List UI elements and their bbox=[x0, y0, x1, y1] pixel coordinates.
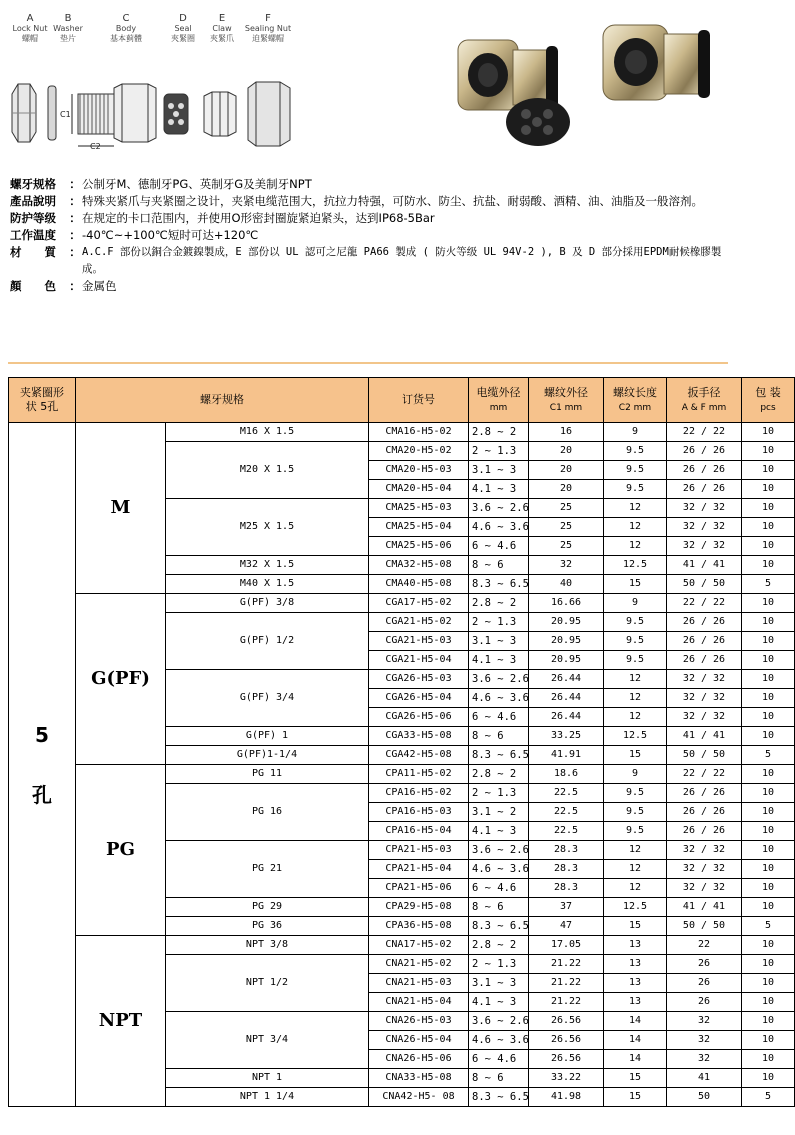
thread-od-cell: 41.91 bbox=[529, 746, 604, 765]
thread-size-cell: PG 36 bbox=[166, 917, 369, 936]
pack-qty-cell: 5 bbox=[742, 575, 795, 594]
cable-range-cell: 3.1 ~ 3 bbox=[469, 974, 529, 993]
thread-od-cell: 37 bbox=[529, 898, 604, 917]
thread-type-cell: PG bbox=[76, 765, 166, 936]
thread-od-cell: 16.66 bbox=[529, 594, 604, 613]
wrench-size-cell: 32 / 32 bbox=[667, 670, 742, 689]
wrench-size-cell: 41 / 41 bbox=[667, 727, 742, 746]
wrench-size-cell: 26 / 26 bbox=[667, 613, 742, 632]
order-no-cell: CPA29-H5-08 bbox=[369, 898, 469, 917]
order-no-cell: CGA26-H5-03 bbox=[369, 670, 469, 689]
thread-length-cell: 9.5 bbox=[604, 803, 667, 822]
wrench-size-cell: 22 bbox=[667, 936, 742, 955]
thread-length-cell: 15 bbox=[604, 746, 667, 765]
part-label-sealing-nut: F Sealing Nut 迫緊螺帽 bbox=[244, 13, 292, 43]
thread-od-cell: 26.44 bbox=[529, 689, 604, 708]
product-photo bbox=[428, 10, 728, 160]
order-no-cell: CMA25-H5-03 bbox=[369, 499, 469, 518]
cable-range-cell: 4.6 ~ 3.6 bbox=[469, 518, 529, 537]
thread-length-cell: 12 bbox=[604, 879, 667, 898]
wrench-size-cell: 41 / 41 bbox=[667, 898, 742, 917]
order-no-cell: CMA20-H5-03 bbox=[369, 461, 469, 480]
wrench-size-cell: 32 bbox=[667, 1050, 742, 1069]
part-label-washer: B Washer 垫片 bbox=[53, 13, 83, 43]
thread-od-cell: 26.56 bbox=[529, 1012, 604, 1031]
thread-od-cell: 22.5 bbox=[529, 803, 604, 822]
holes-unit: 孔 bbox=[32, 782, 52, 807]
wrench-size-cell: 26 bbox=[667, 955, 742, 974]
thread-od-cell: 20 bbox=[529, 442, 604, 461]
order-no-cell: CNA21-H5-02 bbox=[369, 955, 469, 974]
wrench-size-cell: 32 bbox=[667, 1012, 742, 1031]
spec-key: 工作温度 bbox=[10, 228, 56, 242]
thread-od-cell: 26.44 bbox=[529, 670, 604, 689]
cable-range-cell: 4.6 ~ 3.6 bbox=[469, 689, 529, 708]
pack-qty-cell: 10 bbox=[742, 860, 795, 879]
thread-size-cell: NPT 1 bbox=[166, 1069, 369, 1088]
thread-od-cell: 17.05 bbox=[529, 936, 604, 955]
pack-qty-cell: 10 bbox=[742, 803, 795, 822]
thread-od-cell: 47 bbox=[529, 917, 604, 936]
order-no-cell: CMA32-H5-08 bbox=[369, 556, 469, 575]
order-no-cell: CNA21-H5-03 bbox=[369, 974, 469, 993]
cable-range-cell: 4.1 ~ 3 bbox=[469, 651, 529, 670]
wrench-size-cell: 32 / 32 bbox=[667, 499, 742, 518]
wrench-size-cell: 26 / 26 bbox=[667, 442, 742, 461]
spec-description: 產品說明 ： 特殊夹紧爪与夹紧圈之设计，夹紧电缆范围大，抗拉力特强，可防水、防尘、抗盐、耐弱酸、酒精、油、油脂及一般溶剂。 bbox=[10, 193, 730, 210]
order-no-cell: CGA26-H5-06 bbox=[369, 708, 469, 727]
order-no-cell: CGA17-H5-02 bbox=[369, 594, 469, 613]
thread-od-cell: 20.95 bbox=[529, 632, 604, 651]
table-body bbox=[9, 423, 795, 1107]
thread-length-cell: 13 bbox=[604, 936, 667, 955]
spec-value: 特殊夹紧爪与夹紧圈之设计，夹紧电缆范围大，抗拉力特强，可防水、防尘、抗盐、耐弱酸、酒精、油、油脂及一般溶剂。 bbox=[82, 194, 703, 208]
pack-qty-cell: 5 bbox=[742, 917, 795, 936]
pack-qty-cell: 10 bbox=[742, 1069, 795, 1088]
cable-range-cell: 3.6 ~ 2.6 bbox=[469, 499, 529, 518]
header-thread-od: 螺纹外径 C1 mm bbox=[529, 378, 604, 423]
thread-size-cell: PG 16 bbox=[166, 784, 369, 841]
order-no-cell: CPA11-H5-02 bbox=[369, 765, 469, 784]
pack-qty-cell: 10 bbox=[742, 461, 795, 480]
cable-range-cell: 6 ~ 4.6 bbox=[469, 708, 529, 727]
wrench-size-cell: 26 bbox=[667, 993, 742, 1012]
thread-size-cell: G(PF) 3/8 bbox=[166, 594, 369, 613]
pack-qty-cell: 10 bbox=[742, 632, 795, 651]
thread-size-cell: G(PF) 1/2 bbox=[166, 613, 369, 670]
cable-range-cell: 2 ~ 1.3 bbox=[469, 613, 529, 632]
thread-od-cell: 26.44 bbox=[529, 708, 604, 727]
thread-size-cell: G(PF) 3/4 bbox=[166, 670, 369, 727]
thread-od-cell: 21.22 bbox=[529, 993, 604, 1012]
thread-od-cell: 26.56 bbox=[529, 1031, 604, 1050]
pack-qty-cell: 10 bbox=[742, 442, 795, 461]
thread-length-cell: 9 bbox=[604, 765, 667, 784]
pack-qty-cell: 10 bbox=[742, 613, 795, 632]
wrench-size-cell: 22 / 22 bbox=[667, 765, 742, 784]
section-divider bbox=[8, 362, 728, 364]
cable-range-cell: 3.6 ~ 2.6 bbox=[469, 841, 529, 860]
thread-od-cell: 22.5 bbox=[529, 784, 604, 803]
thread-length-cell: 9.5 bbox=[604, 651, 667, 670]
wrench-size-cell: 32 / 32 bbox=[667, 841, 742, 860]
wrench-size-cell: 26 bbox=[667, 974, 742, 993]
wrench-size-cell: 32 / 32 bbox=[667, 537, 742, 556]
cable-range-cell: 2.8 ~ 2 bbox=[469, 594, 529, 613]
thread-od-cell: 25 bbox=[529, 499, 604, 518]
header-pack: 包 装 pcs bbox=[742, 378, 795, 423]
order-no-cell: CGA42-H5-08 bbox=[369, 746, 469, 765]
thread-length-cell: 9.5 bbox=[604, 480, 667, 499]
cable-range-cell: 2 ~ 1.3 bbox=[469, 955, 529, 974]
pack-qty-cell: 10 bbox=[742, 898, 795, 917]
thread-od-cell: 21.22 bbox=[529, 955, 604, 974]
thread-od-cell: 33.22 bbox=[529, 1069, 604, 1088]
thread-size-cell: G(PF)1-1/4 bbox=[166, 746, 369, 765]
order-no-cell: CMA25-H5-04 bbox=[369, 518, 469, 537]
wrench-size-cell: 32 bbox=[667, 1031, 742, 1050]
order-no-cell: CNA26-H5-04 bbox=[369, 1031, 469, 1050]
thread-od-cell: 20 bbox=[529, 461, 604, 480]
cable-range-cell: 2 ~ 1.3 bbox=[469, 442, 529, 461]
header-thread: 螺牙规格 bbox=[76, 378, 369, 423]
cable-range-cell: 8 ~ 6 bbox=[469, 556, 529, 575]
thread-length-cell: 9.5 bbox=[604, 822, 667, 841]
order-no-cell: CGA33-H5-08 bbox=[369, 727, 469, 746]
spec-key: 螺牙规格 bbox=[10, 177, 56, 191]
cable-range-cell: 8.3 ~ 6.5 bbox=[469, 575, 529, 594]
pack-qty-cell: 10 bbox=[742, 955, 795, 974]
pack-qty-cell: 10 bbox=[742, 784, 795, 803]
thread-od-cell: 20 bbox=[529, 480, 604, 499]
thread-length-cell: 12.5 bbox=[604, 556, 667, 575]
order-no-cell: CGA26-H5-04 bbox=[369, 689, 469, 708]
thread-type-cell: NPT bbox=[76, 936, 166, 1107]
thread-length-cell: 14 bbox=[604, 1050, 667, 1069]
header-order-no: 订货号 bbox=[369, 378, 469, 423]
wrench-size-cell: 26 / 26 bbox=[667, 651, 742, 670]
thread-od-cell: 25 bbox=[529, 518, 604, 537]
pack-qty-cell: 10 bbox=[742, 1050, 795, 1069]
pack-qty-cell: 10 bbox=[742, 594, 795, 613]
thread-length-cell: 12.5 bbox=[604, 727, 667, 746]
spec-value: A.C.F 部份以銅合金鍍鎳製成，E 部份以 UL 認可之尼龍 PA66 製成 ( 防火等级 UL 94V-2 ), B 及 D 部分採用EPDM耐候橡膠製成。 bbox=[82, 246, 722, 275]
pack-qty-cell: 10 bbox=[742, 765, 795, 784]
cable-range-cell: 4.1 ~ 3 bbox=[469, 993, 529, 1012]
wrench-size-cell: 50 bbox=[667, 1088, 742, 1107]
order-no-cell: CGA21-H5-03 bbox=[369, 632, 469, 651]
thread-length-cell: 15 bbox=[604, 575, 667, 594]
thread-od-cell: 21.22 bbox=[529, 974, 604, 993]
order-no-cell: CPA16-H5-03 bbox=[369, 803, 469, 822]
thread-size-cell: M25 X 1.5 bbox=[166, 499, 369, 556]
spec-value: 金属色 bbox=[82, 279, 117, 293]
spec-value: 在规定的卡口范围内，并使用O形密封圈旋紧迫紧头，达到IP68-5Bar bbox=[82, 211, 435, 225]
wrench-size-cell: 50 / 50 bbox=[667, 917, 742, 936]
pack-qty-cell: 10 bbox=[742, 841, 795, 860]
wrench-size-cell: 26 / 26 bbox=[667, 803, 742, 822]
dim-c1-label: C1 bbox=[60, 110, 71, 119]
wrench-size-cell: 50 / 50 bbox=[667, 575, 742, 594]
cable-range-cell: 8.3 ~ 6.5 bbox=[469, 1088, 529, 1107]
thread-length-cell: 13 bbox=[604, 955, 667, 974]
thread-size-cell: PG 29 bbox=[166, 898, 369, 917]
wrench-size-cell: 26 / 26 bbox=[667, 632, 742, 651]
spec-table-wrapper bbox=[8, 377, 781, 1107]
table-row bbox=[9, 936, 795, 955]
spec-key: 材 質 bbox=[10, 245, 56, 259]
order-no-cell: CPA21-H5-03 bbox=[369, 841, 469, 860]
thread-size-cell: M20 X 1.5 bbox=[166, 442, 369, 499]
order-no-cell: CPA16-H5-02 bbox=[369, 784, 469, 803]
cable-range-cell: 3.1 ~ 3 bbox=[469, 632, 529, 651]
thread-size-cell: M32 X 1.5 bbox=[166, 556, 369, 575]
cable-range-cell: 6 ~ 4.6 bbox=[469, 879, 529, 898]
cable-range-cell: 8.3 ~ 6.5 bbox=[469, 746, 529, 765]
cable-range-cell: 8 ~ 6 bbox=[469, 727, 529, 746]
header-wrench: 扳手径 A & F mm bbox=[667, 378, 742, 423]
thread-length-cell: 9.5 bbox=[604, 613, 667, 632]
part-label-seal: D Seal 夾緊圈 bbox=[171, 13, 195, 43]
cable-range-cell: 3.6 ~ 2.6 bbox=[469, 670, 529, 689]
part-label-claw: E Claw 夾緊爪 bbox=[210, 13, 234, 43]
thread-length-cell: 15 bbox=[604, 1069, 667, 1088]
pack-qty-cell: 10 bbox=[742, 651, 795, 670]
thread-length-cell: 9 bbox=[604, 423, 667, 442]
dim-c2-label: C2 bbox=[90, 142, 101, 151]
spec-thread: 螺牙规格 ： 公制牙M、德制牙PG、英制牙G及美制牙NPT bbox=[10, 176, 730, 193]
thread-od-cell: 28.3 bbox=[529, 860, 604, 879]
thread-length-cell: 12 bbox=[604, 708, 667, 727]
pack-qty-cell: 10 bbox=[742, 423, 795, 442]
thread-length-cell: 9.5 bbox=[604, 461, 667, 480]
wrench-size-cell: 32 / 32 bbox=[667, 518, 742, 537]
spec-value: 公制牙M、德制牙PG、英制牙G及美制牙NPT bbox=[82, 177, 312, 191]
thread-length-cell: 12 bbox=[604, 537, 667, 556]
wrench-size-cell: 50 / 50 bbox=[667, 746, 742, 765]
order-no-cell: CGA21-H5-04 bbox=[369, 651, 469, 670]
order-no-cell: CMA40-H5-08 bbox=[369, 575, 469, 594]
holes-cell bbox=[9, 423, 76, 1107]
thread-length-cell: 15 bbox=[604, 1088, 667, 1107]
cable-range-cell: 4.1 ~ 3 bbox=[469, 822, 529, 841]
spec-table bbox=[8, 377, 795, 1107]
header-cable-range: 电缆外径 mm bbox=[469, 378, 529, 423]
part-label-lock-nut: A Lock Nut 螺帽 bbox=[12, 13, 48, 43]
parts-diagram bbox=[8, 14, 303, 154]
pack-qty-cell: 10 bbox=[742, 708, 795, 727]
table-row bbox=[9, 423, 795, 442]
wrench-size-cell: 32 / 32 bbox=[667, 689, 742, 708]
pack-qty-cell: 10 bbox=[742, 499, 795, 518]
thread-length-cell: 12.5 bbox=[604, 898, 667, 917]
wrench-size-cell: 22 / 22 bbox=[667, 423, 742, 442]
spec-value: -40℃~+100℃短时可达+120℃ bbox=[82, 228, 259, 242]
thread-length-cell: 12 bbox=[604, 499, 667, 518]
spec-key: 產品說明 bbox=[10, 194, 56, 208]
thread-length-cell: 14 bbox=[604, 1031, 667, 1050]
thread-length-cell: 13 bbox=[604, 974, 667, 993]
thread-length-cell: 12 bbox=[604, 841, 667, 860]
cable-range-cell: 8 ~ 6 bbox=[469, 898, 529, 917]
cable-range-cell: 3.1 ~ 3 bbox=[469, 461, 529, 480]
pack-qty-cell: 10 bbox=[742, 993, 795, 1012]
thread-length-cell: 9.5 bbox=[604, 632, 667, 651]
pack-qty-cell: 10 bbox=[742, 670, 795, 689]
wrench-size-cell: 32 / 32 bbox=[667, 879, 742, 898]
thread-length-cell: 9 bbox=[604, 594, 667, 613]
cable-range-cell: 6 ~ 4.6 bbox=[469, 1050, 529, 1069]
thread-od-cell: 25 bbox=[529, 537, 604, 556]
wrench-size-cell: 32 / 32 bbox=[667, 860, 742, 879]
thread-size-cell: M40 X 1.5 bbox=[166, 575, 369, 594]
cable-range-cell: 8.3 ~ 6.5 bbox=[469, 917, 529, 936]
order-no-cell: CMA20-H5-02 bbox=[369, 442, 469, 461]
order-no-cell: CNA42-H5- 08 bbox=[369, 1088, 469, 1107]
thread-size-cell: M16 X 1.5 bbox=[166, 423, 369, 442]
pack-qty-cell: 10 bbox=[742, 822, 795, 841]
thread-size-cell: NPT 3/4 bbox=[166, 1012, 369, 1069]
cable-range-cell: 4.6 ~ 3.6 bbox=[469, 860, 529, 879]
thread-od-cell: 26.56 bbox=[529, 1050, 604, 1069]
wrench-size-cell: 26 / 26 bbox=[667, 822, 742, 841]
pack-qty-cell: 10 bbox=[742, 727, 795, 746]
thread-od-cell: 32 bbox=[529, 556, 604, 575]
spec-material: 材 質 ： A.C.F 部份以銅合金鍍鎳製成，E 部份以 UL 認可之尼龍 PA66 製成 ( 防火等级 UL 94V-2 ), B 及 D 部分採用EPDM耐候橡膠製成。 bbox=[10, 244, 730, 278]
thread-length-cell: 9.5 bbox=[604, 784, 667, 803]
spec-key: 顏 色 bbox=[10, 279, 56, 293]
thread-length-cell: 12 bbox=[604, 670, 667, 689]
cable-range-cell: 6 ~ 4.6 bbox=[469, 537, 529, 556]
pack-qty-cell: 10 bbox=[742, 1031, 795, 1050]
cable-range-cell: 4.1 ~ 3 bbox=[469, 480, 529, 499]
pack-qty-cell: 5 bbox=[742, 746, 795, 765]
thread-type-cell: M bbox=[76, 423, 166, 594]
order-no-cell: CPA21-H5-04 bbox=[369, 860, 469, 879]
thread-od-cell: 41.98 bbox=[529, 1088, 604, 1107]
thread-od-cell: 18.6 bbox=[529, 765, 604, 784]
cable-range-cell: 3.6 ~ 2.6 bbox=[469, 1012, 529, 1031]
thread-size-cell: G(PF) 1 bbox=[166, 727, 369, 746]
thread-size-cell: NPT 3/8 bbox=[166, 936, 369, 955]
wrench-size-cell: 32 / 32 bbox=[667, 708, 742, 727]
thread-od-cell: 20.95 bbox=[529, 613, 604, 632]
thread-od-cell: 28.3 bbox=[529, 841, 604, 860]
thread-od-cell: 16 bbox=[529, 423, 604, 442]
thread-od-cell: 20.95 bbox=[529, 651, 604, 670]
wrench-size-cell: 26 / 26 bbox=[667, 480, 742, 499]
order-no-cell: CNA21-H5-04 bbox=[369, 993, 469, 1012]
cable-range-cell: 4.6 ~ 3.6 bbox=[469, 1031, 529, 1050]
pack-qty-cell: 10 bbox=[742, 537, 795, 556]
pack-qty-cell: 10 bbox=[742, 556, 795, 575]
thread-od-cell: 40 bbox=[529, 575, 604, 594]
thread-size-cell: NPT 1 1/4 bbox=[166, 1088, 369, 1107]
header-holes: 夹紧圈形 状 5孔 bbox=[9, 378, 76, 423]
thread-od-cell: 33.25 bbox=[529, 727, 604, 746]
wrench-size-cell: 26 / 26 bbox=[667, 784, 742, 803]
thread-size-cell: NPT 1/2 bbox=[166, 955, 369, 1012]
order-no-cell: CPA36-H5-08 bbox=[369, 917, 469, 936]
table-row bbox=[9, 765, 795, 784]
exploded-view-drawing bbox=[8, 14, 303, 154]
order-no-cell: CNA26-H5-06 bbox=[369, 1050, 469, 1069]
spec-list bbox=[10, 176, 730, 295]
pack-qty-cell: 10 bbox=[742, 518, 795, 537]
thread-length-cell: 13 bbox=[604, 993, 667, 1012]
table-header-row bbox=[9, 378, 795, 423]
wrench-size-cell: 26 / 26 bbox=[667, 461, 742, 480]
thread-length-cell: 14 bbox=[604, 1012, 667, 1031]
order-no-cell: CPA16-H5-04 bbox=[369, 822, 469, 841]
thread-od-cell: 28.3 bbox=[529, 879, 604, 898]
spec-color: 顏 色 ： 金属色 bbox=[10, 278, 730, 295]
pack-qty-cell: 10 bbox=[742, 480, 795, 499]
cable-range-cell: 2.8 ~ 2 bbox=[469, 936, 529, 955]
spec-temperature: 工作温度 ： -40℃~+100℃短时可达+120℃ bbox=[10, 227, 730, 244]
pack-qty-cell: 10 bbox=[742, 974, 795, 993]
thread-type-cell: G(PF) bbox=[76, 594, 166, 765]
wrench-size-cell: 41 bbox=[667, 1069, 742, 1088]
table-row bbox=[9, 594, 795, 613]
thread-length-cell: 12 bbox=[604, 689, 667, 708]
spec-protection: 防护等级 ： 在规定的卡口范围内，并使用O形密封圈旋紧迫紧头，达到IP68-5Bar bbox=[10, 210, 730, 227]
thread-od-cell: 22.5 bbox=[529, 822, 604, 841]
pack-qty-cell: 10 bbox=[742, 1012, 795, 1031]
pack-qty-cell: 10 bbox=[742, 689, 795, 708]
thread-length-cell: 12 bbox=[604, 518, 667, 537]
order-no-cell: CGA21-H5-02 bbox=[369, 613, 469, 632]
wrench-size-cell: 41 / 41 bbox=[667, 556, 742, 575]
order-no-cell: CNA33-H5-08 bbox=[369, 1069, 469, 1088]
order-no-cell: CPA21-H5-06 bbox=[369, 879, 469, 898]
cable-range-cell: 2 ~ 1.3 bbox=[469, 784, 529, 803]
spec-key: 防护等级 bbox=[10, 211, 56, 225]
order-no-cell: CMA20-H5-04 bbox=[369, 480, 469, 499]
order-no-cell: CMA16-H5-02 bbox=[369, 423, 469, 442]
thread-size-cell: PG 11 bbox=[166, 765, 369, 784]
thread-length-cell: 15 bbox=[604, 917, 667, 936]
thread-length-cell: 9.5 bbox=[604, 442, 667, 461]
pack-qty-cell: 5 bbox=[742, 1088, 795, 1107]
order-no-cell: CNA17-H5-02 bbox=[369, 936, 469, 955]
order-no-cell: CNA26-H5-03 bbox=[369, 1012, 469, 1031]
header-thread-length: 螺纹长度 C2 mm bbox=[604, 378, 667, 423]
holes-count: 5 bbox=[35, 722, 49, 747]
cable-range-cell: 3.1 ~ 2 bbox=[469, 803, 529, 822]
order-no-cell: CMA25-H5-06 bbox=[369, 537, 469, 556]
pack-qty-cell: 10 bbox=[742, 936, 795, 955]
cable-range-cell: 8 ~ 6 bbox=[469, 1069, 529, 1088]
part-label-body: C Body 基本蓟體 bbox=[110, 13, 142, 43]
thread-size-cell: PG 21 bbox=[166, 841, 369, 898]
pack-qty-cell: 10 bbox=[742, 879, 795, 898]
cable-range-cell: 2.8 ~ 2 bbox=[469, 765, 529, 784]
thread-length-cell: 12 bbox=[604, 860, 667, 879]
wrench-size-cell: 22 / 22 bbox=[667, 594, 742, 613]
cable-range-cell: 2.8 ~ 2 bbox=[469, 423, 529, 442]
